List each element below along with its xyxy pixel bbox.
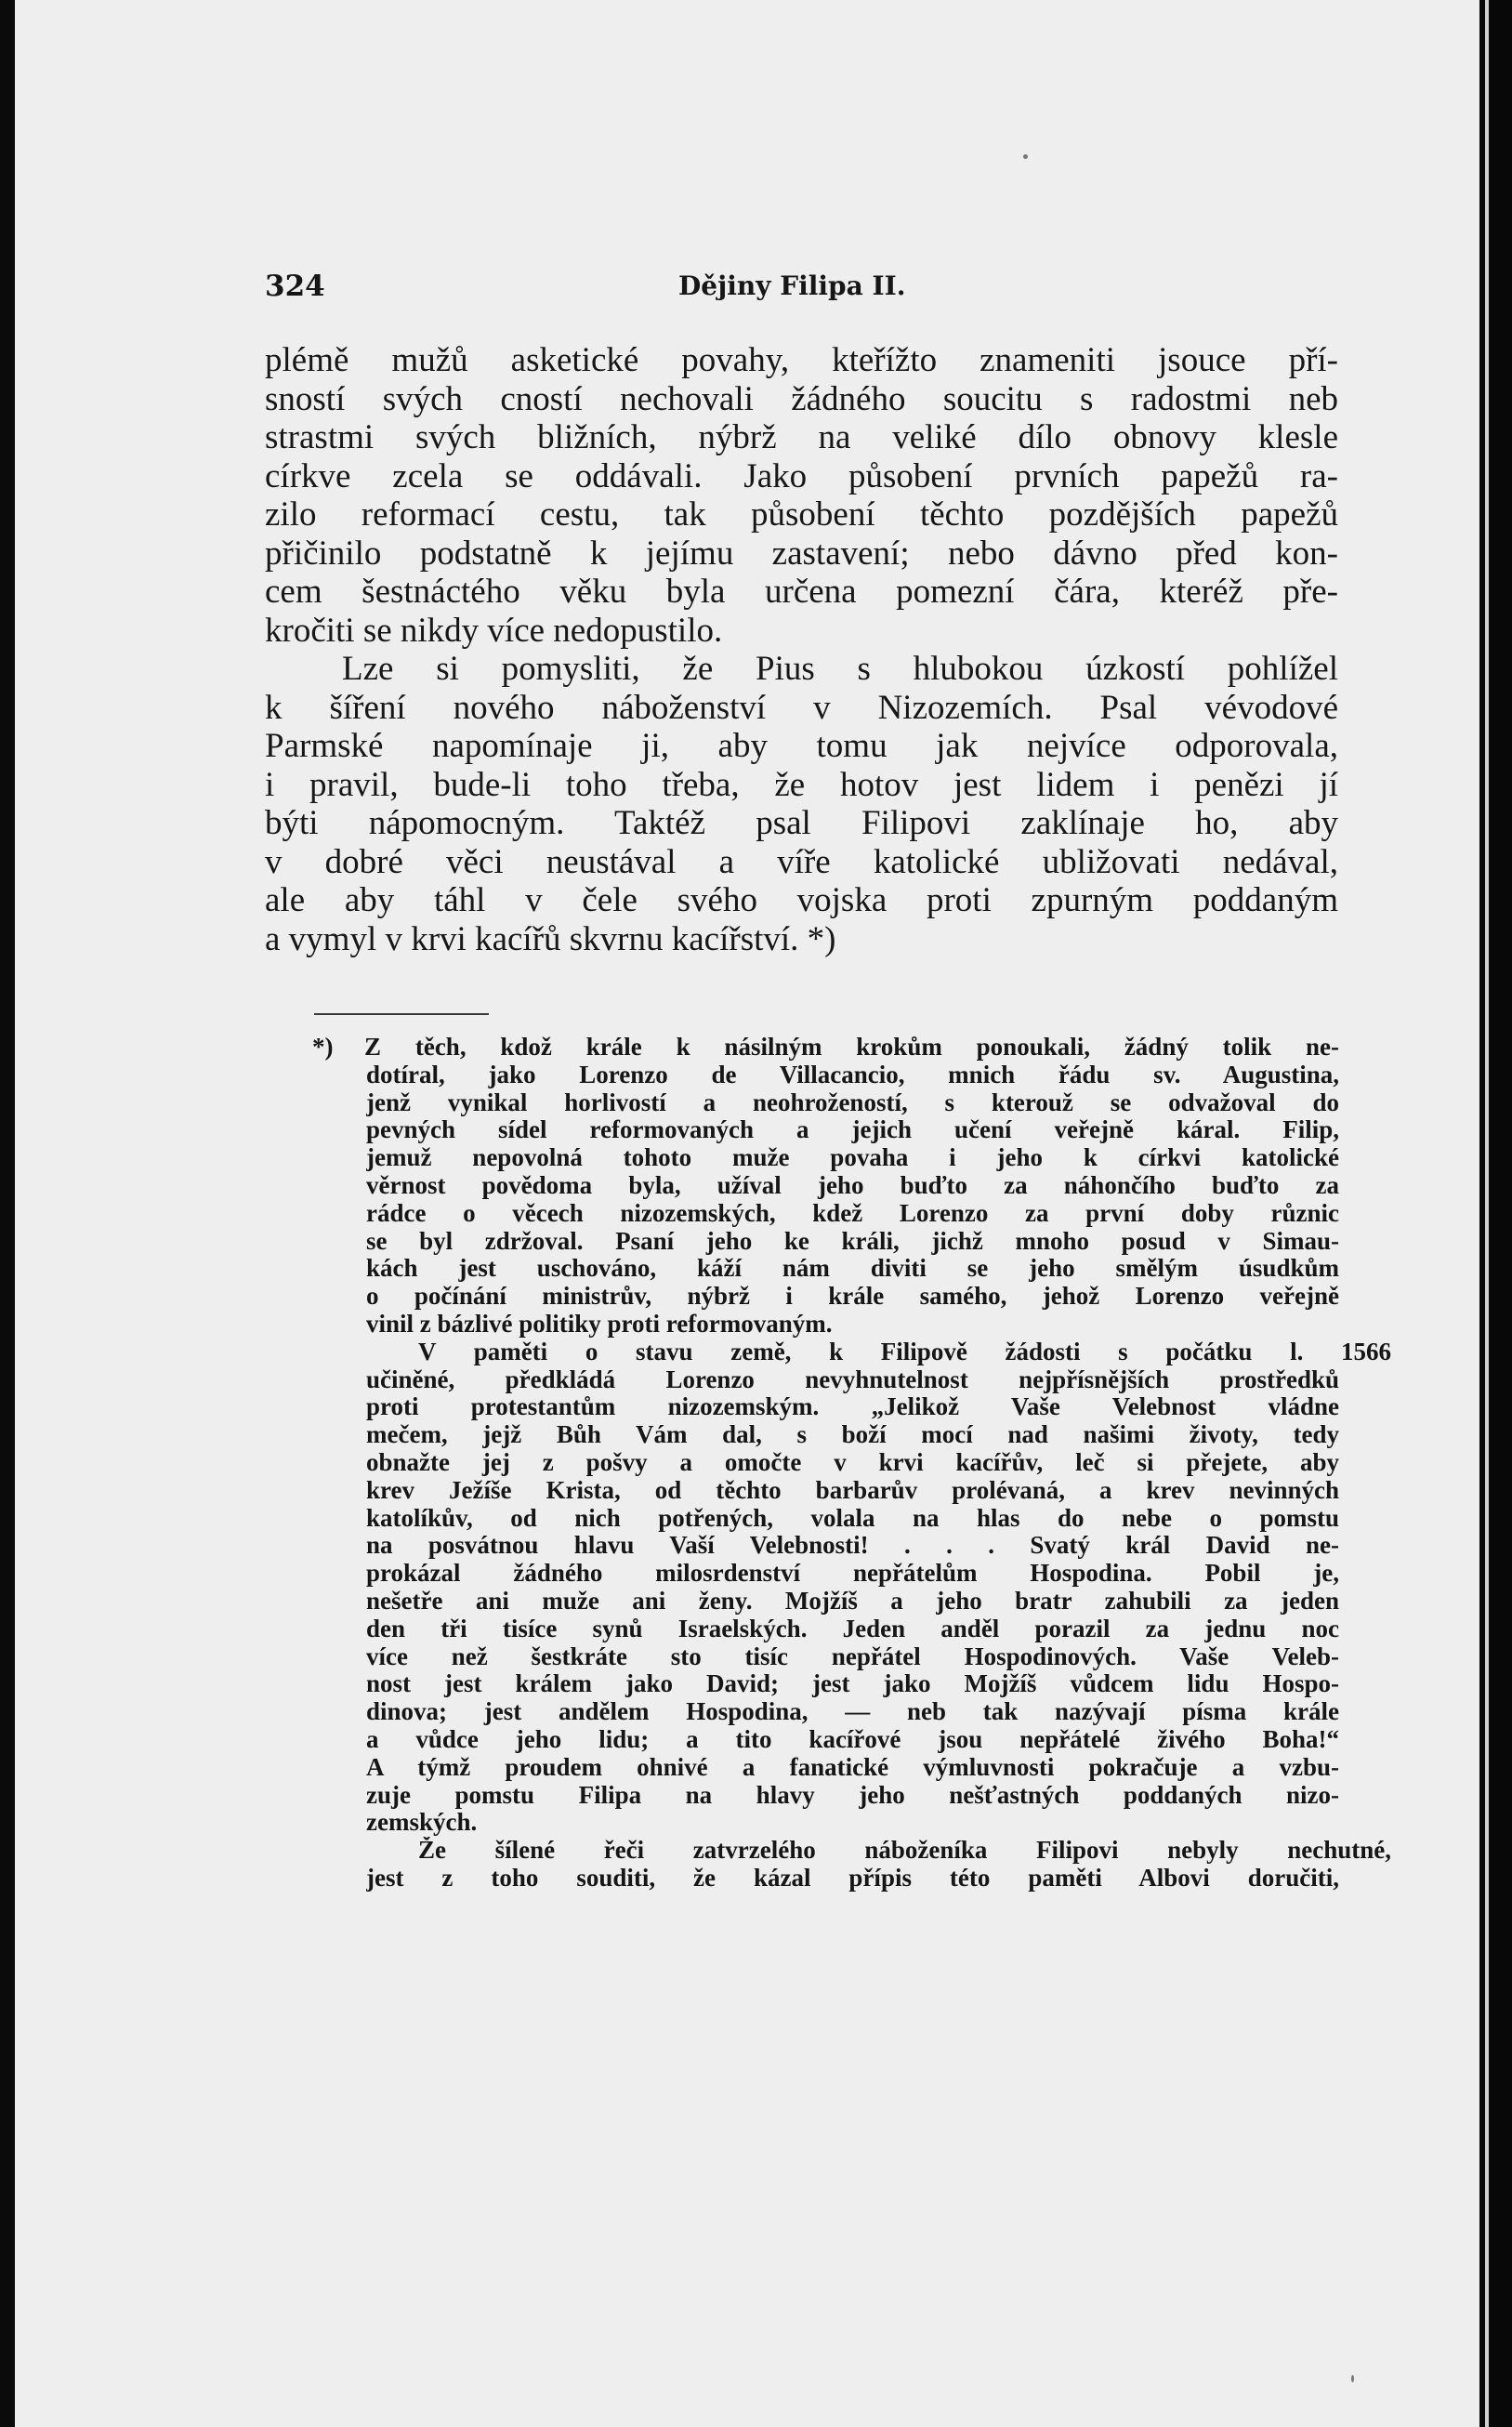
text-line: Parmské napomínaje ji, aby tomu jak nejvíce odporovala, xyxy=(265,727,1338,765)
footnote-line: více než šestkráte sto tisíc nepřátel Hospodinových. Vaše Veleb- xyxy=(366,1642,1339,1670)
footnote-line: mečem, jejž Bůh Vám dal, s boží mocí nad našimi životy, tedy xyxy=(366,1421,1339,1449)
text-line: cem šestnáctého věku byla určena pomezní čára, kteréž pře- xyxy=(265,573,1338,611)
footnote-line: den tři tisíce synů Israelských. Jeden anděl porazil za jednu noc xyxy=(366,1615,1339,1642)
footnote-line: V paměti o stavu země, k Filipově žádosti s počátku l. 1566 xyxy=(418,1338,1391,1365)
footnote-line: rádce o věcech nizozemských, kdež Lorenzo za první doby různic xyxy=(366,1199,1339,1227)
footnote-mark: *) xyxy=(312,1034,334,1061)
footnote-line: vinil z bázlivé politiky proti reformovaným. xyxy=(366,1310,833,1338)
footnote-line: na posvátnou hlavu Vaší Velebnosti! . . . Svatý král David ne- xyxy=(366,1532,1339,1560)
footnote-line: Že šílené řeči zatvrzelého náboženíka Filipovi nebyly nechutné, xyxy=(418,1837,1391,1865)
footnote-line: učiněné, předkládá Lorenzo nevyhnutelnost nejpřísnějších prostředků xyxy=(366,1365,1339,1393)
footnote-line: proti protestantům nizozemským. „Jelikož Vaše Velebnost vládne xyxy=(366,1393,1339,1421)
footnote-line: nešetře ani muže ani ženy. Mojžíš a jeho bratr zahubili za jeden xyxy=(366,1587,1339,1615)
footnote-line: zemských. xyxy=(366,1809,478,1837)
text-line: sností svých cností nechovali žádného soucitu s radostmi neb xyxy=(265,379,1338,418)
footnote-line: dinova; jest andělem Hospodina, — neb tak nazývají písma krále xyxy=(366,1698,1339,1726)
footnote-line: prokázal žádného milosrdenství nepřátelům Hospodina. Pobil je, xyxy=(366,1560,1339,1588)
footnote-divider xyxy=(314,1013,489,1015)
main-text-block xyxy=(265,341,1338,958)
text-line: k šíření nového náboženství v Nizozemích. Psal vévodové xyxy=(265,688,1338,727)
footnote-line: jemuž nepovolná tohoto muže povaha i jeho k církvi katolické xyxy=(366,1144,1339,1172)
footnote-line: Z těch, kdož krále k násilným krokům ponoukali, žádný tolik ne- xyxy=(364,1034,1339,1061)
text-line: plémě mužů asketické povahy, kteřížto znameniti jsouce pří- xyxy=(265,341,1338,379)
text-line: býti nápomocným. Taktéž psal Filipovi zaklínaje ho, aby xyxy=(265,804,1338,842)
footnote-line: a vůdce jeho lidu; a tito kacířové jsou nepřátelé živého Boha!“ xyxy=(366,1725,1339,1753)
page-header xyxy=(265,268,1338,305)
footnote-line: věrnost povědoma byla, užíval jeho buďto za náhončího buďto za xyxy=(366,1171,1339,1199)
text-line: kročiti se nikdy více nedopustilo. xyxy=(265,611,723,650)
text-line: strastmi svých bližních, nýbrž na veliké dílo obnovy klesle xyxy=(265,418,1338,456)
footnote-line: nost jest králem jako David; jest jako Mojžíš vůdcem lidu Hospo- xyxy=(366,1670,1339,1698)
text-line: i pravil, bude-li toho třeba, že hotov jest lidem i penězi jí xyxy=(265,765,1338,804)
footnote-line: zuje pomstu Filipa na hlavy jeho nešťastných poddaných nizo- xyxy=(366,1781,1339,1809)
footnote-block xyxy=(312,1034,1391,1893)
text-line: církve zcela se oddávali. Jako působení prvních papežů ra- xyxy=(265,456,1338,495)
footnote-line: obnažte jej z pošvy a omočte v krvi kacířův, leč si přejete, aby xyxy=(366,1448,1339,1476)
footnote-first-line xyxy=(312,1034,1339,1062)
text-line: zilo reformací cestu, tak působení těchto pozdějších papežů xyxy=(265,495,1338,534)
footnote-line: jest z toho souditi, že kázal přípis této paměti Albovi doručiti, xyxy=(366,1864,1339,1892)
text-line: přičinilo podstatně k jejímu zastavení; nebo dávno před kon- xyxy=(265,534,1338,573)
footnote-line: jenž vynikal horlivostí a neohrožeností, s kterouž se odvažoval do xyxy=(366,1088,1339,1116)
running-title: Dějiny Filipa II. xyxy=(678,270,906,301)
paper-speck xyxy=(1023,154,1028,159)
text-line: Lze si pomysliti, že Pius s hlubokou úzkostí pohlížel xyxy=(342,650,1338,688)
text-line: ale aby táhl v čele svého vojska proti zpurným poddaným xyxy=(265,881,1338,919)
footnote-line: krev Ježíše Krista, od těchto barbarův prolévaná, a krev nevinných xyxy=(366,1476,1339,1504)
footnote-line: dotíral, jako Lorenzo de Villacancio, mnich řádu sv. Augustina, xyxy=(366,1061,1339,1088)
footnote-line: kách jest uschováno, káží nám diviti se jeho smělým úsudkům xyxy=(366,1255,1339,1283)
page-edge-line xyxy=(1485,0,1489,2427)
page-number: 324 xyxy=(265,270,325,303)
footnote-line: katolíkův, od nich potřených, volala na hlas do nebe o pomstu xyxy=(366,1504,1339,1532)
footnote-line: se byl zdržoval. Psaní jeho ke králi, jichž mnoho posud v Simau- xyxy=(366,1227,1339,1255)
footnote-line: pevných sídel reformovaných a jejich učení veřejně káral. Filip, xyxy=(366,1116,1339,1144)
paper-speck xyxy=(1351,2375,1354,2382)
footnote-line: o počínání ministrův, nýbrž i krále samého, jehož Lorenzo veřejně xyxy=(366,1283,1339,1311)
text-line: a vymyl v krvi kacířů skvrnu kacířství. *) xyxy=(265,919,836,958)
footnote-line: A týmž proudem ohnivé a fanatické výmluvnosti pokračuje a vzbu- xyxy=(366,1753,1339,1781)
text-line: v dobré věci neustával a víře katolické ubližovati nedával, xyxy=(265,842,1338,881)
